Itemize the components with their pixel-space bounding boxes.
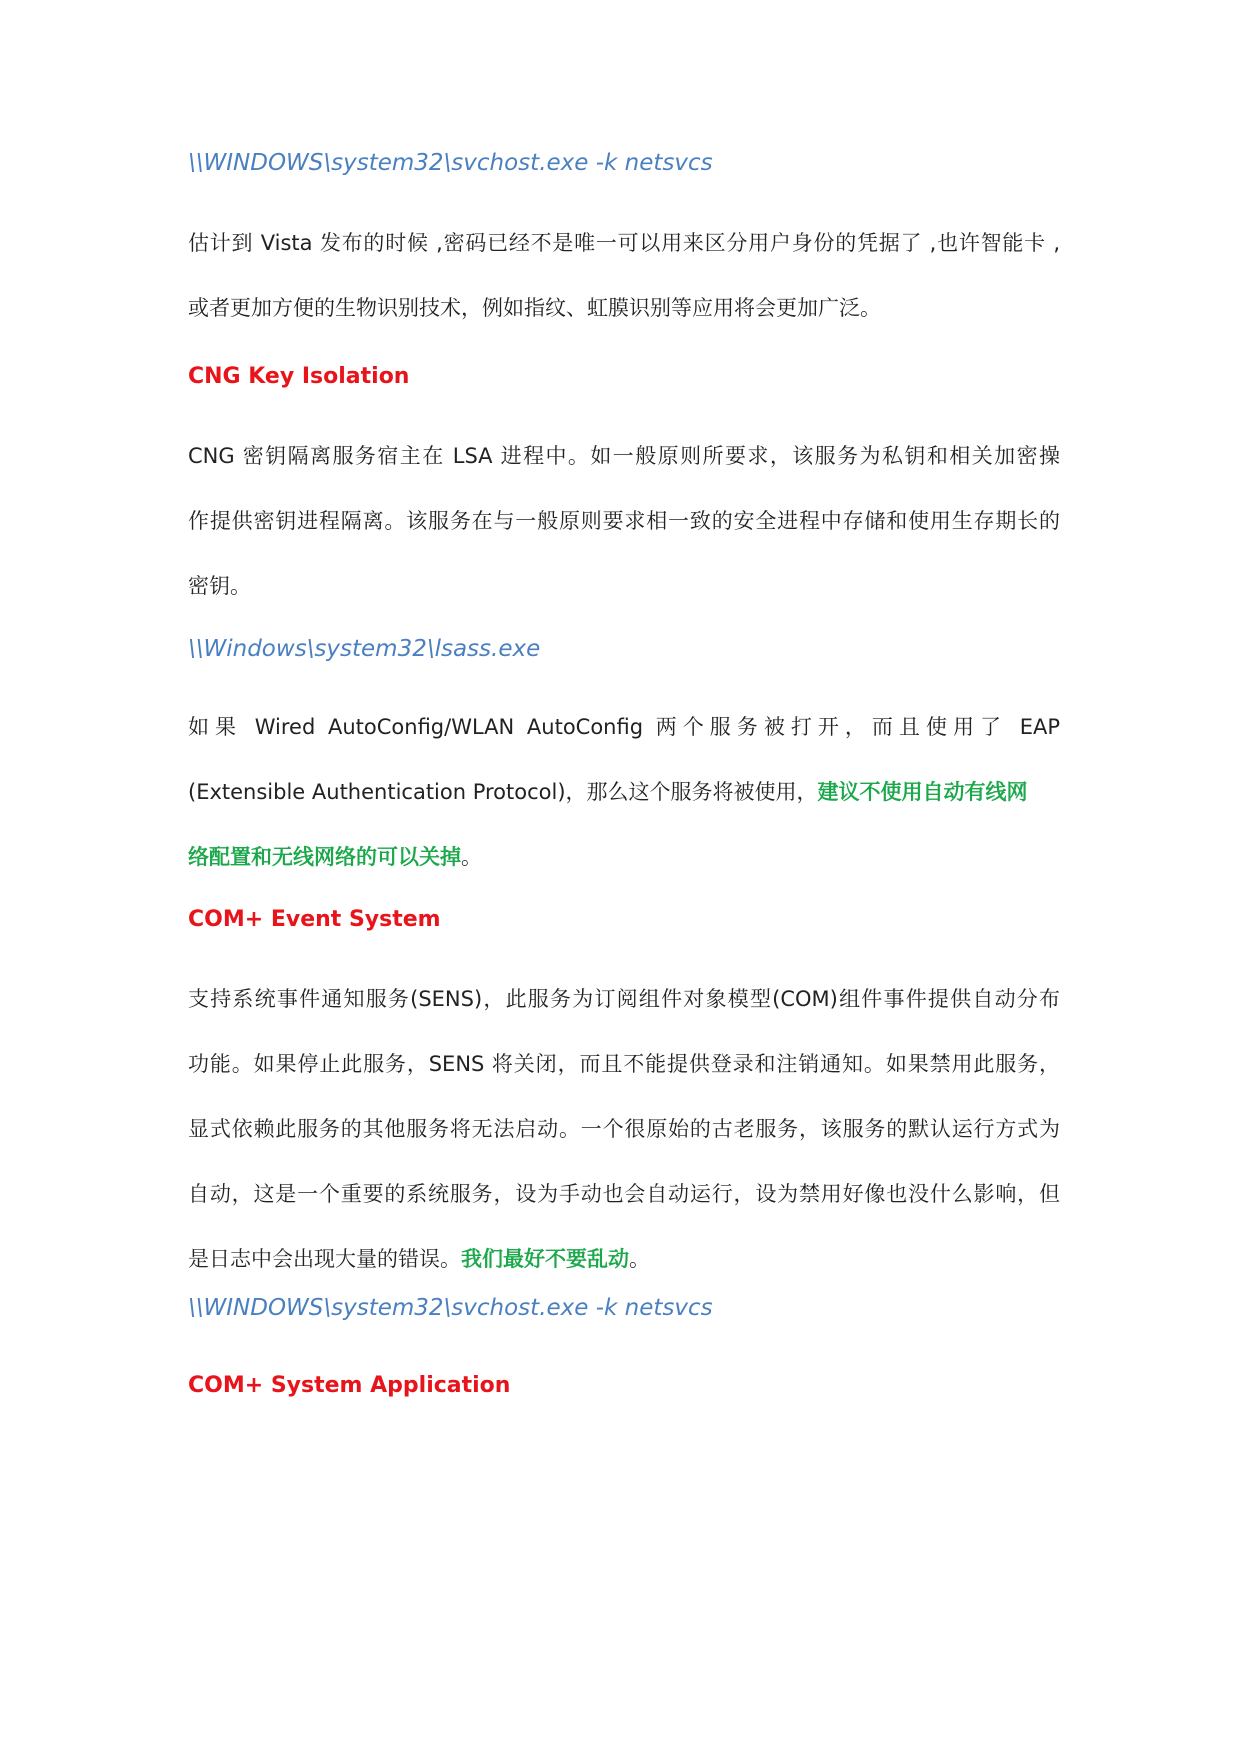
paragraph-line: [188, 760, 1060, 825]
paragraph-line: 作提供密钥进程隔离。该服务在与一般原则要求相一致的安全进程中存储和使用生存期长的: [188, 509, 1060, 533]
service-path: \\Windows\system32\lsass.exe: [188, 636, 541, 662]
paragraph-line: 功能。如果停止此服务，SENS 将关闭，而且不能提供登录和注销通知。如果禁用此服务，: [188, 1052, 1060, 1076]
section-heading-cng-key-isolation: CNG Key Isolation: [188, 364, 410, 389]
highlight-recommendation: 建议不使用自动有线网: [817, 780, 1028, 804]
paragraph-line: CNG 密钥隔离服务宿主在 LSA 进程中。如一般原则所要求，该服务为私钥和相关加密操: [188, 444, 1060, 468]
paragraph-line: [188, 825, 1060, 890]
highlight-recommendation: 我们最好不要乱动: [461, 1247, 629, 1271]
section-heading-com-system-application: COM+ System Application: [188, 1373, 511, 1398]
paragraph-text: 。: [629, 1247, 650, 1271]
paragraph-line: 或者更加方便的生物识别技术，例如指纹、虹膜识别等应用将会更加广泛。: [188, 296, 881, 320]
paragraph-line: 自动，这是一个重要的系统服务，设为手动也会自动运行，设为禁用好像也没什么影响，但: [188, 1182, 1060, 1206]
highlight-recommendation: 络配置和无线网络的可以关掉: [188, 845, 461, 869]
cng-description: [188, 424, 1060, 619]
section-heading-com-event-system: COM+ Event System: [188, 907, 441, 932]
service-path: \\WINDOWS\system32\svchost.exe -k netsvcs: [188, 150, 713, 176]
paragraph-line: [188, 1227, 1060, 1292]
paragraph-text: (Extensible Authentication Protocol)，那么这个服务将被使用，: [188, 780, 818, 804]
paragraph-line: 支持系统事件通知服务(SENS)，此服务为订阅组件对象模型(COM)组件事件提供自动分布: [188, 987, 1060, 1011]
paragraph-text: 。: [461, 845, 482, 869]
paragraph-line: 估计到 Vista 发布的时候 ,密码已经不是唯一可以用来区分用户身份的凭据了 ,也许智能卡 ,: [188, 231, 1060, 255]
paragraph-line: 显式依赖此服务的其他服务将无法启动。一个很原始的古老服务，该服务的默认运行方式为: [188, 1117, 1060, 1141]
eap-paragraph: [188, 695, 1060, 890]
service-path: \\WINDOWS\system32\svchost.exe -k netsvcs: [188, 1295, 713, 1321]
paragraph-line: 密钥。: [188, 574, 251, 598]
paragraph-text: 是日志中会出现大量的错误。: [188, 1247, 461, 1271]
paragraph-line: 如果 Wired AutoConfig/WLAN AutoConfig 两个服务被打开，而且使用了 EAP: [188, 715, 1060, 739]
vista-paragraph: [188, 211, 1060, 341]
com-event-description: [188, 967, 1060, 1292]
